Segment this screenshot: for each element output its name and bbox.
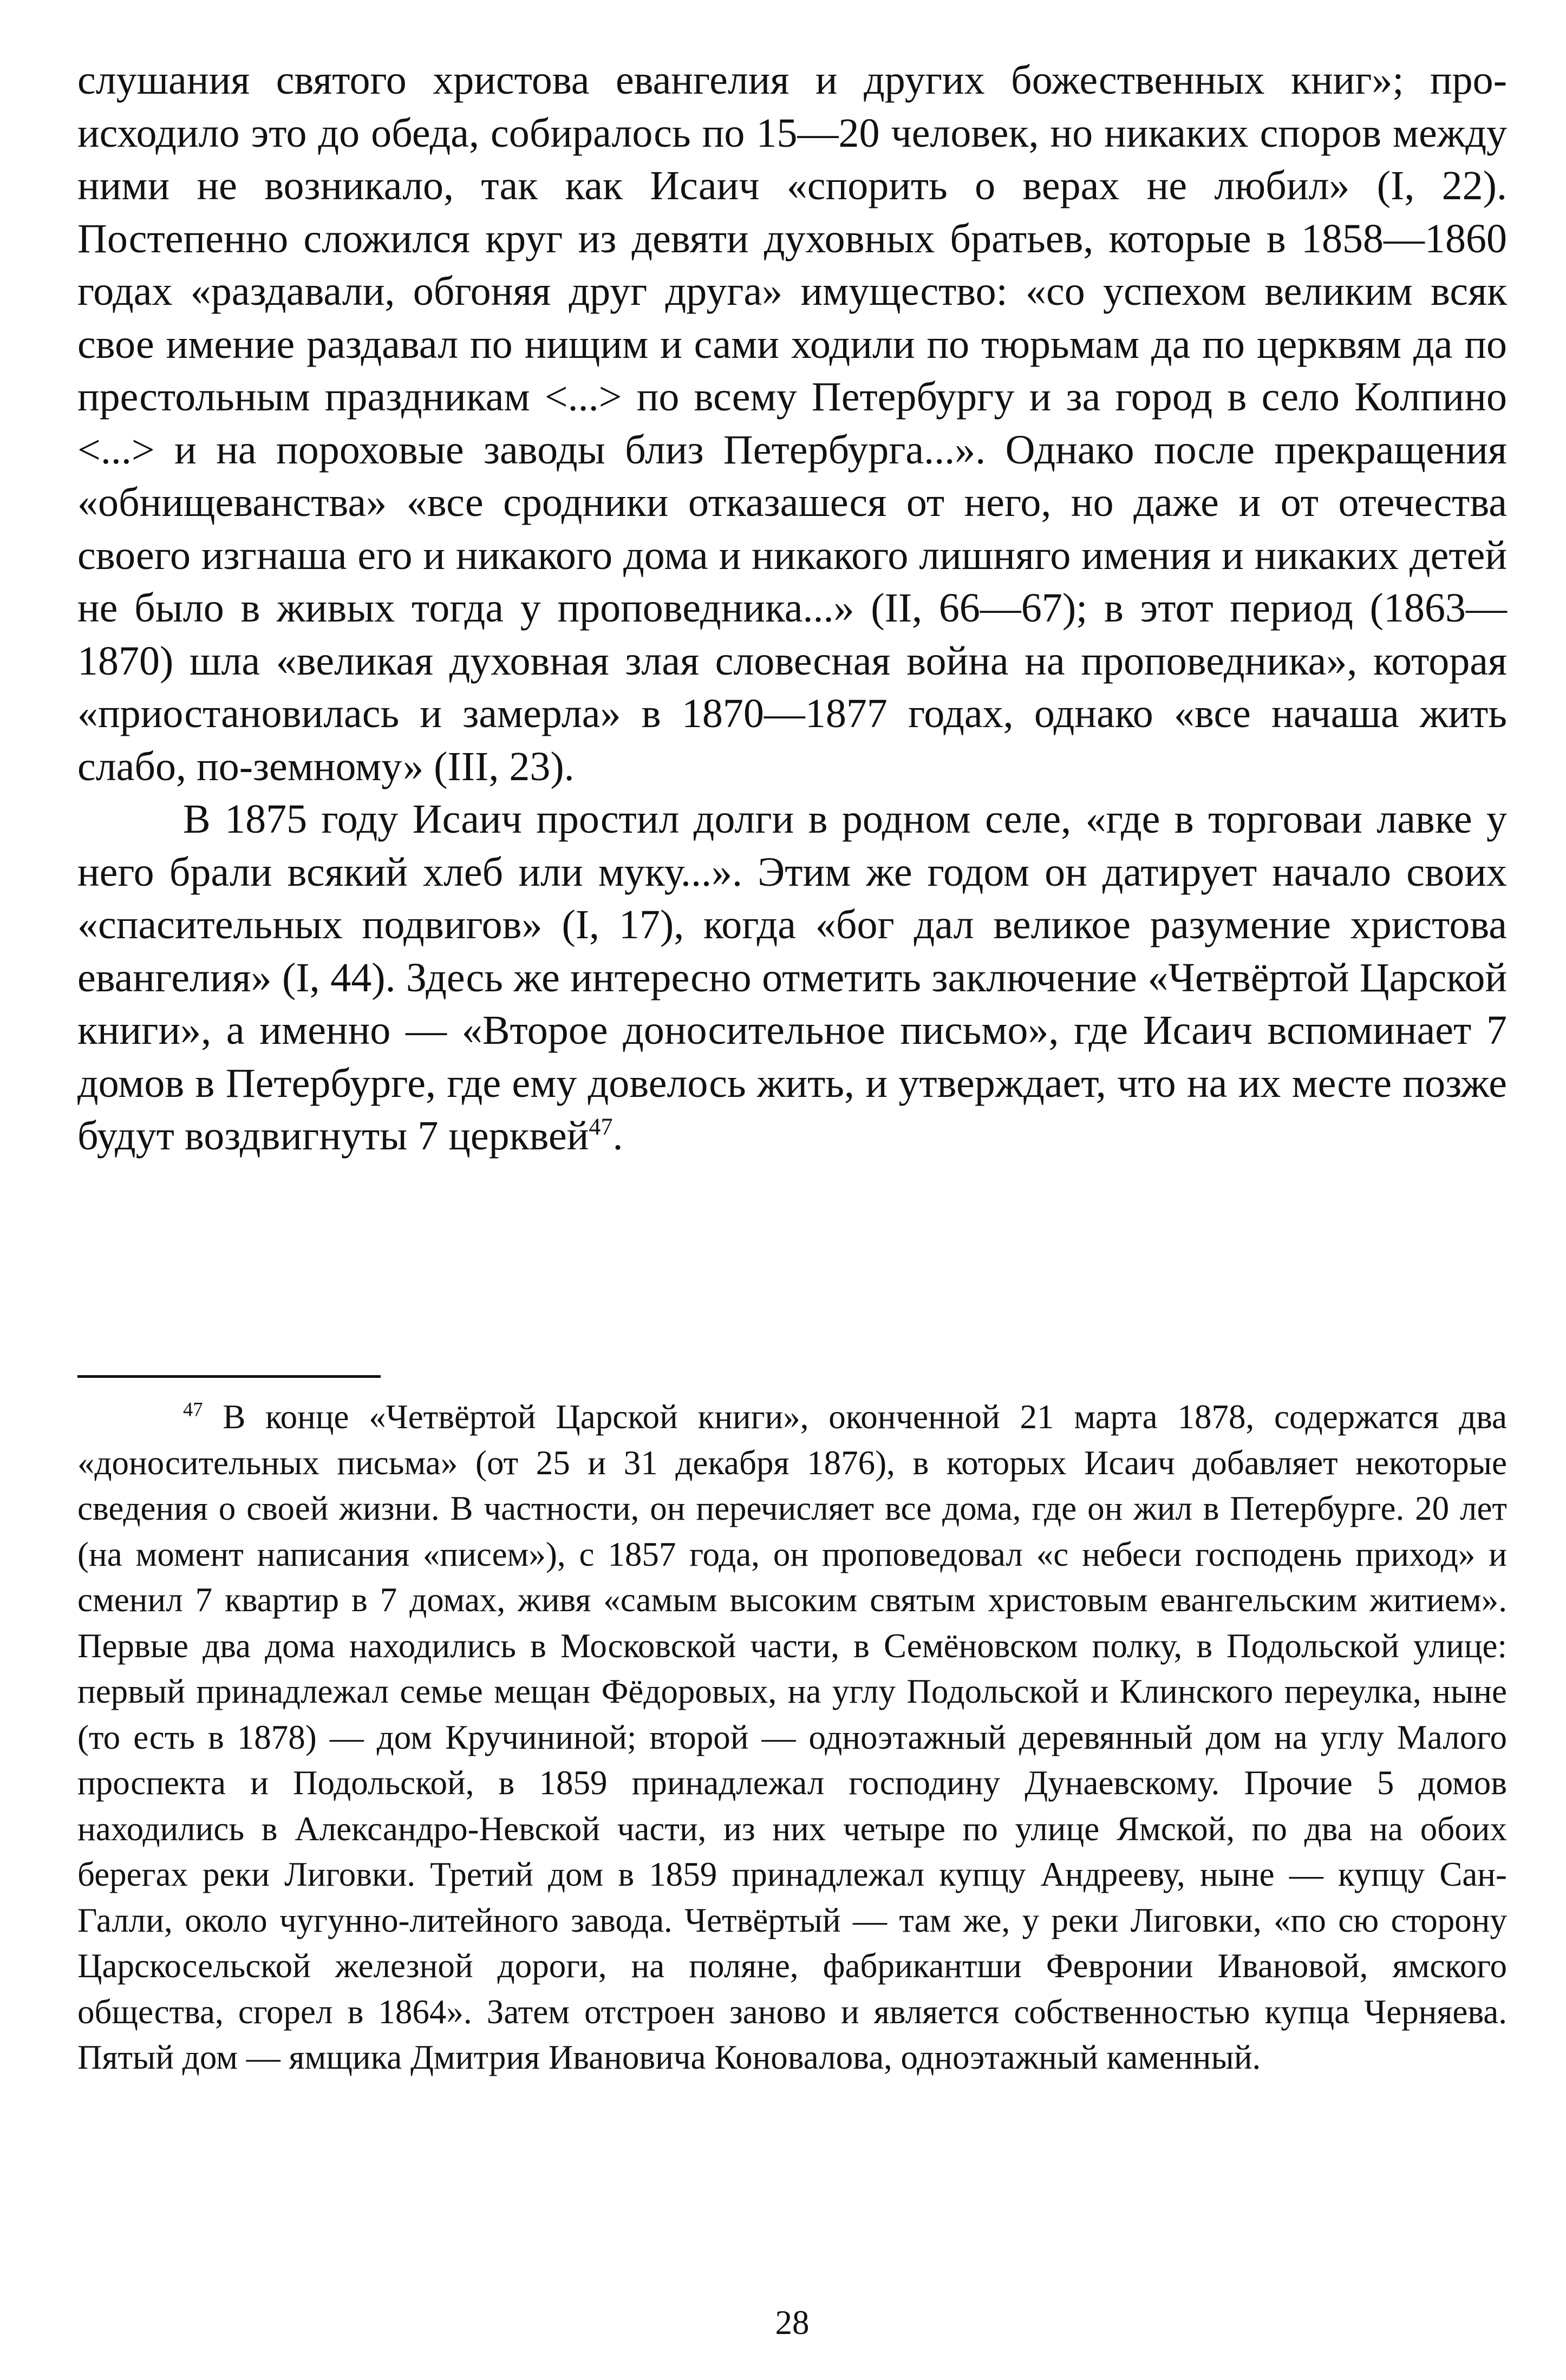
book-page bbox=[77, 54, 1508, 2342]
body-paragraph-1: слушания святого христова евангелия и других божественных книг»; происходило это до обеда, собиралось по 15—20 человек, но никаких споров между ними не возникало, так как Исаич «спорить о верах не любил» (I, 22). Постепенно сложился круг из девяти духовных братьев, которые в 1858—1860 годах «раздавали, обгоняя друг друга» имущество: «со успехом великим всяк свое имение раздавал по нищим и сами ходили по тюрьмам да по церквям да по престольным праздникам <...> по всему Петербургу и за город в село Колпино <...> и на пороховые заводы близ Петербурга...». Однако после прекращения «обнищеванства» «все сродники отказашеся от него, но даже и от отечества своего изгнаша его и никакого дома и никакого лишняго имения и никаких детей не было в живых тогда у проповедника...» (II, 66—67); в этот период (1863—1870) шла «великая духовная злая словесная война на проповедника», которая «приостановилась и замерла» в 1870—1877 годах, однако «все начаша жить слабо, по-земному» (III, 23). bbox=[77, 57, 1507, 789]
footnotes bbox=[77, 1394, 1507, 2081]
footnote-divider bbox=[77, 1375, 381, 1378]
footnote-reference-47: 47 bbox=[589, 1113, 613, 1140]
body-paragraph-2 bbox=[77, 793, 1507, 1163]
body-paragraph-2-text: В 1875 году Исаич простил долги в родном селе, «где в торговаи лавке у него брали всякий хлеб или муку...». Этим же годом он датирует начало своих «спасительных подвигов» (I, 17), когда «бог дал великое разумение христова евангелия» (I, 44). Здесь же интересно отметить заключение «Четвёртой Царской книги», а именно — «Второе доносительное письмо», где Исаич вспоминает 7 домов в Петербурге, где ему довелось жить, и утверждает, что на их месте позже будут воздвигнуты 7 церквей bbox=[77, 796, 1507, 1159]
footnote-number: 47 bbox=[183, 1398, 203, 1421]
footnote-text: В конце «Четвёртой Царской книги», оконченной 21 марта 1878, содержатся два «доносительных письма» (от 25 и 31 декабря 1876), в которых Исаич добавляет некоторые сведения о своей жизни. В частности, он перечисляет все дома, где он жил в Петербурге. 20 лет (на момент написания «писем»), с 1857 года, он проповедовал «с небеси господень приход» и сменил 7 квартир в 7 домах, живя «самым высоким святым христовым евангельским житием». Первые два дома находились в Московской части, в Семёновском полку, в Подольской улице: первый принадлежал семье мещан Фёдоровых, на углу Подольской и Клинского переулка, ныне (то есть в 1878) — дом Кручининой; второй — одноэтажный деревянный дом на углу Малого проспекта и Подольской, в 1859 принадлежал господину Дунаевскому. Прочие 5 домов находились в Александро-Невской части, из них четыре по улице Ямской, по два на обоих берегах реки Лиговки. Третий дом в 1859 принадлежал купцу Андрееву, ныне — купцу Сан-Галли, около чугунно-литейного завода. Четвёртый — там же, у реки Лиговки, «по сю сторону Царскосельской железной дороги, на поляне, фабрикантши Февронии Ивановой, ямского общества, сгорел в 1864». Затем отстроен заново и является собственностью купца Черняева. Пятый дом — ямщика Дмитрия Ивановича Коновалова, одноэтажный каменный. bbox=[77, 1398, 1508, 2076]
page-number: 28 bbox=[775, 2304, 810, 2342]
main-text bbox=[77, 54, 1507, 1163]
footnote-47 bbox=[77, 1394, 1507, 2081]
body-paragraph-2-end: . bbox=[612, 1113, 623, 1159]
